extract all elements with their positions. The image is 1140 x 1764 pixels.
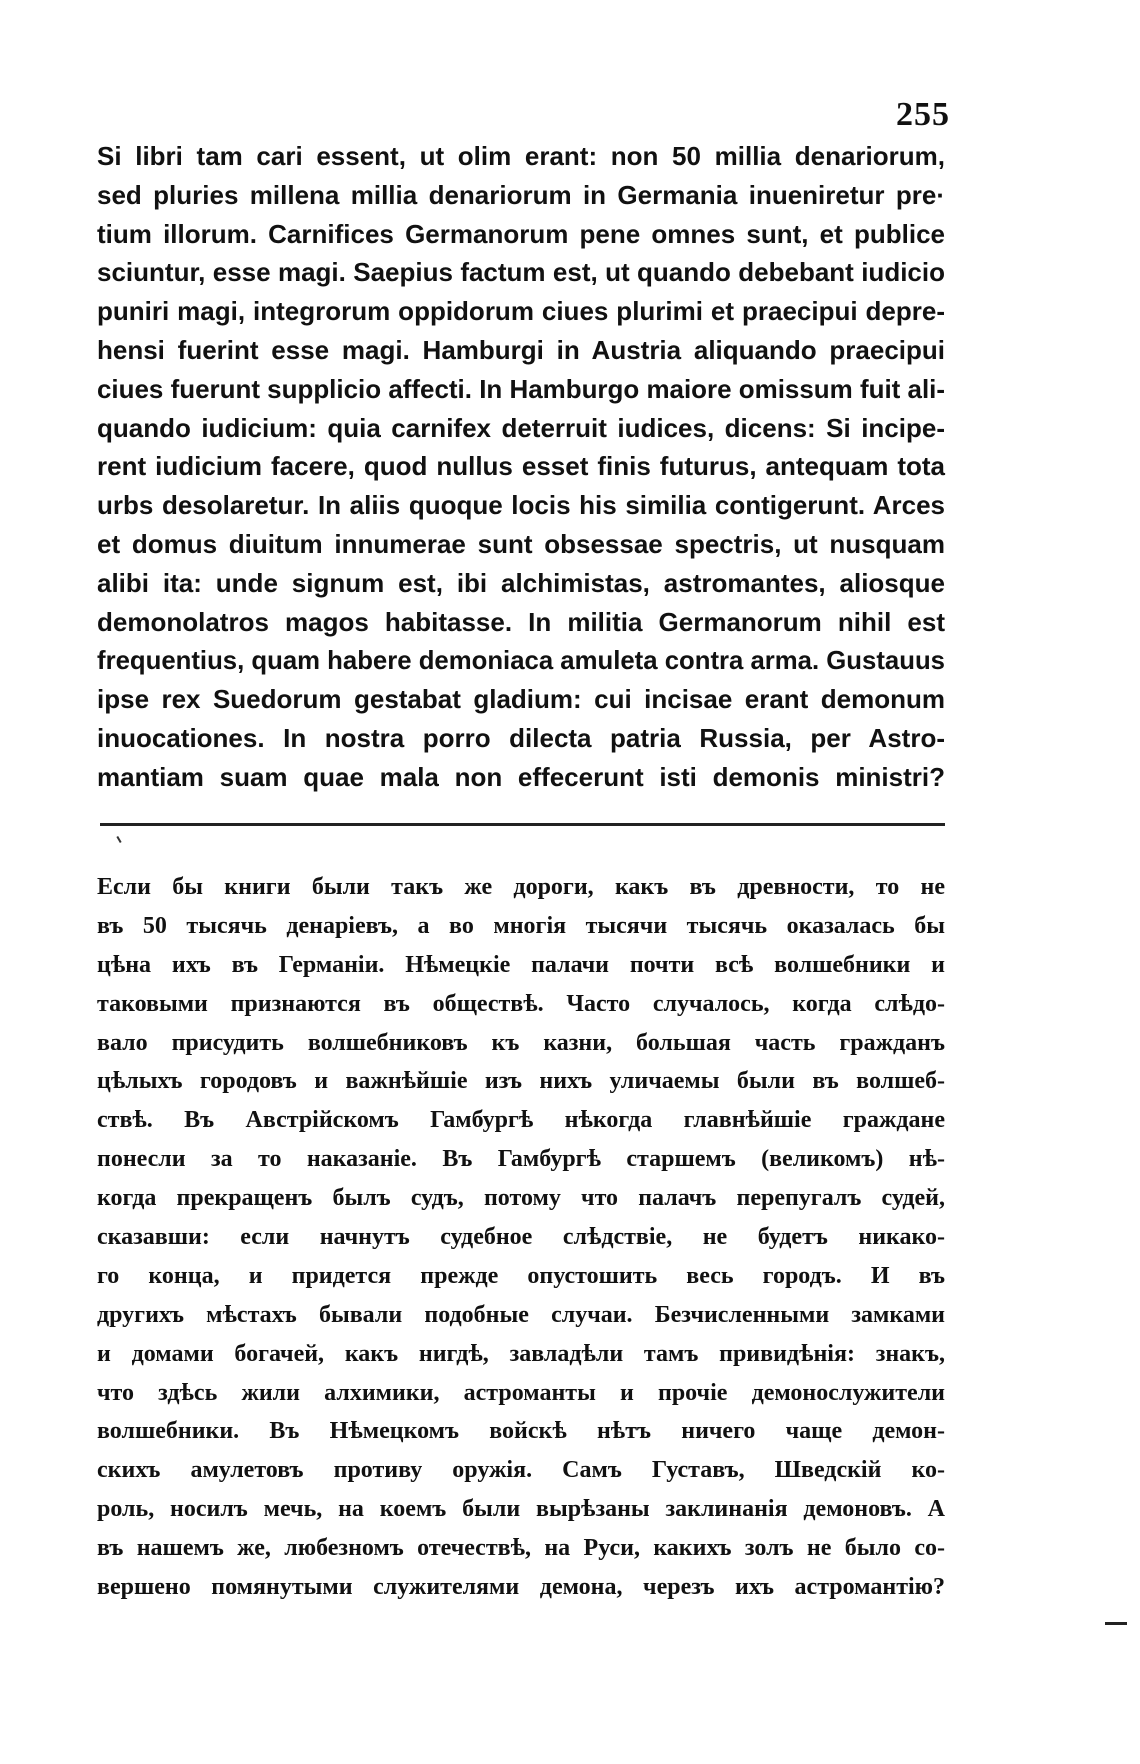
latin-line: Si libri tam cari essent, ut olim erant: non 50 millia denariorum, [97, 141, 945, 171]
russian-line: что здѣсь жили алхимики, астроманты и прочіе демонослужители [97, 1379, 945, 1406]
russian-paragraph [97, 868, 945, 1607]
page-number: 255 [896, 96, 950, 133]
russian-line: го конца, и придется прежде опустошить весь городъ. И въ [97, 1262, 945, 1289]
russian-line: ствѣ. Въ Австрійскомъ Гамбургѣ нѣкогда главнѣйшіе граждане [97, 1107, 945, 1134]
russian-line: роль, носилъ мечь, на коемъ были вырѣзаны заклинанія демоновъ. А [97, 1496, 945, 1523]
latin-line: puniri magi, integrorum oppidorum ciues plurimi et praecipui depre- [97, 296, 945, 327]
russian-line: цѣна ихъ въ Германіи. Нѣмецкіе палачи почти всѣ волшебники и [97, 951, 945, 978]
latin-line: tium illorum. Carnifices Germanorum pene omnes sunt, et publice [97, 218, 945, 249]
section-divider [100, 823, 945, 826]
latin-line: inuocationes. In nostra porro dilecta patria Russia, per Astro- [97, 722, 945, 753]
latin-line: urbs desolaretur. In aliis quoque locis his similia contigerunt. Arces [97, 490, 945, 521]
russian-line: когда прекращенъ былъ судъ, потому что палачъ перепугалъ судей, [97, 1185, 945, 1212]
russian-line: цѣлыхъ городовъ и важнѣйшіе изъ нихъ уличаемы были въ волшеб- [97, 1068, 945, 1095]
russian-line: сказавши: если начнутъ судебное слѣдствіе, не будетъ никако- [97, 1224, 945, 1251]
russian-line: Если бы книги были такъ же дороги, какъ въ древности, то не [97, 874, 945, 900]
russian-line: вершено помянутыми служителями демона, черезъ ихъ астромантію? [97, 1574, 945, 1601]
russian-line: понесли за то наказаніе. Въ Гамбургѣ старшемъ (великомъ) нѣ- [97, 1146, 945, 1173]
latin-line: hensi fuerint esse magi. Hamburgi in Austria aliquando praecipui [97, 334, 945, 365]
latin-line: alibi ita: unde signum est, ibi alchimistas, astromantes, aliosque [97, 567, 945, 598]
latin-line: demonolatros magos habitasse. In militia Germanorum nihil est [97, 606, 945, 637]
latin-line: et domus diuitum innumerae sunt obsessae spectris, ut nusquam [97, 528, 945, 559]
russian-line: въ 50 тысячь денаріевъ, а во многія тысячи тысячь оказалась бы [97, 912, 945, 939]
latin-line: ciues fuerunt supplicio affecti. In Hamburgo maiore omissum fuit ali- [97, 373, 946, 404]
russian-line: вало присудить волшебниковъ къ казни, большая часть гражданъ [97, 1029, 945, 1056]
latin-line: quando iudicium: quia carnifex deterruit iudices, dicens: Si incipe- [97, 412, 945, 443]
margin-dash [1105, 1622, 1127, 1625]
russian-line: другихъ мѣстахъ бывали подобные случаи. Безчисленными замками [97, 1301, 945, 1328]
russian-line: въ нашемъ же, любезномъ отечествѣ, на Руси, какихъ золъ не было со- [97, 1535, 945, 1562]
latin-paragraph [97, 137, 945, 797]
russian-line: скихъ амулетовъ противу оружія. Самъ Густавъ, Шведскій ко- [97, 1457, 945, 1484]
russian-line: волшебники. Въ Нѣмецкомъ войскѣ нѣтъ ничего чаще демон- [97, 1418, 945, 1445]
latin-line: mantiam suam quae mala non effecerunt isti demonis ministri? [97, 761, 945, 792]
russian-line: и домами богачей, какъ нигдѣ, завладѣли тамъ привидѣнія: знакъ, [97, 1340, 945, 1367]
ink-mark [116, 836, 121, 843]
russian-line: таковыми признаются въ обществѣ. Часто случалось, когда слѣдо- [97, 990, 945, 1017]
latin-line: rent iudicium facere, quod nullus esset finis futurus, antequam tota [97, 451, 945, 482]
latin-line: sciuntur, esse magi. Saepius factum est, ut quando debebant iudicio [97, 257, 945, 288]
latin-line: sed pluries millena millia denariorum in Germania inueniretur pre· [97, 179, 945, 210]
latin-line: frequentius, quam habere demoniaca amuleta contra arma. Gustauus [97, 645, 945, 676]
latin-line: ipse rex Suedorum gestabat gladium: cui incisae erant demonum [97, 684, 945, 715]
